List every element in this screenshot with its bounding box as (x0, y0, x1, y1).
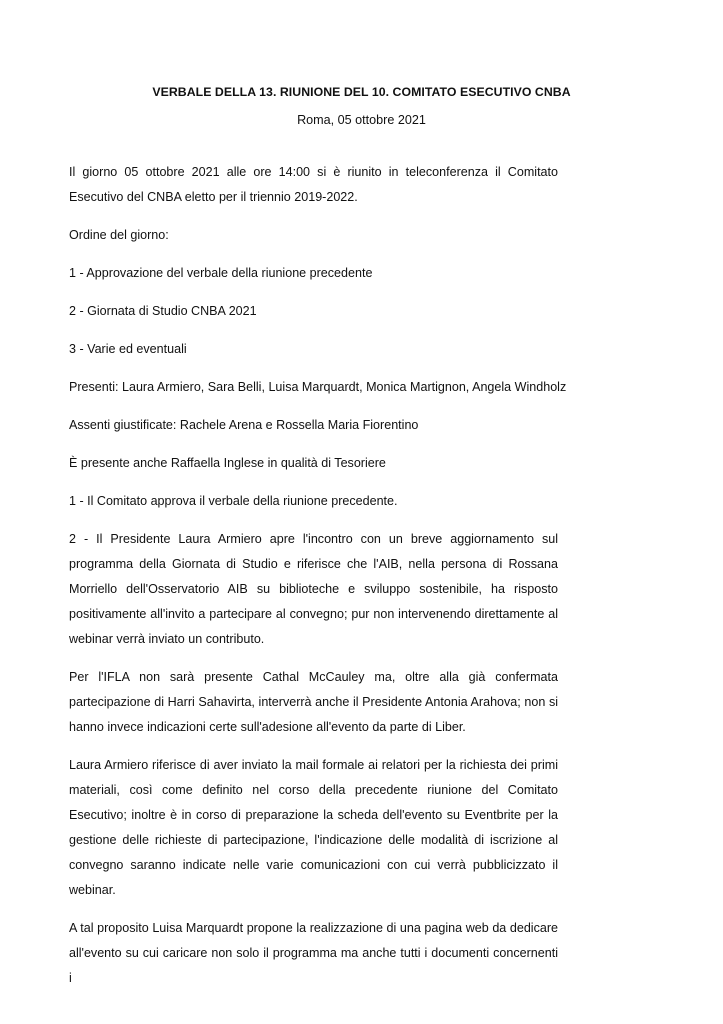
agenda-heading: Ordine del giorno: (69, 228, 169, 242)
ifla-paragraph: Per l'IFLA non sarà presente Cathal McCauley ma, oltre alla già confermata partecipazione di Harri Sahavirta, interverrà anche il Presidente Antonia Arahova; non si hanno invece indicazioni certe sull'adesione all'evento da parte di Liber. (69, 670, 558, 734)
item2-paragraph: 2 - Il Presidente Laura Armiero apre l'incontro con un breve aggiornamento sul programma della Giornata di Studio e riferisce che l'AIB, nella persona di Rossana Morriello dell'Osservatorio AIB su biblioteche e sviluppo sostenibile, ha risposto positivamente all'invito a partecipare al convegno; pur non intervenendo direttamente al webinar verrà inviato un contributo. (69, 532, 558, 646)
treasurer-note: È presente anche Raffaella Inglese in qualità di Tesoriere (69, 456, 386, 470)
agenda-item: 1 - Approvazione del verbale della riunione precedente (69, 266, 373, 280)
intro-paragraph: Il giorno 05 ottobre 2021 alle ore 14:00 si è riunito in teleconferenza il Comitato Esecutivo del CNBA eletto per il triennio 2019-2022. (69, 165, 558, 204)
agenda-item: 3 - Varie ed eventuali (69, 342, 187, 356)
armiero-paragraph: Laura Armiero riferisce di aver inviato la mail formale ai relatori per la richiesta dei primi materiali, così come definito nel corso della precedente riunione del Comitato Esecutivo; inoltre è in corso di preparazione la scheda dell'evento su Eventbrite per la gestione delle richieste di partecipazione, l'indicazione delle modalità di iscrizione al convegno saranno indicate nelle varie comunicazioni con cui verrà pubblicizzato il webinar. (69, 758, 558, 897)
present-list: Presenti: Laura Armiero, Sara Belli, Luisa Marquardt, Monica Martignon, Angela Windholz (69, 380, 567, 394)
agenda-item: 2 - Giornata di Studio CNBA 2021 (69, 304, 257, 318)
absent-list: Assenti giustificate: Rachele Arena e Rossella Maria Fiorentino (69, 418, 419, 432)
item1-paragraph: 1 - Il Comitato approva il verbale della riunione precedente. (69, 494, 398, 508)
document-body (69, 160, 567, 1004)
marquardt-paragraph: A tal proposito Luisa Marquardt propone la realizzazione di una pagina web da dedicare all'evento su cui caricare non solo il programma ma anche tutti i documenti concernenti i (69, 921, 558, 985)
place-date: Roma, 05 ottobre 2021 (297, 113, 426, 127)
document-title: VERBALE DELLA 13. RIUNIONE DEL 10. COMITATO ESECUTIVO CNBA (152, 85, 571, 99)
